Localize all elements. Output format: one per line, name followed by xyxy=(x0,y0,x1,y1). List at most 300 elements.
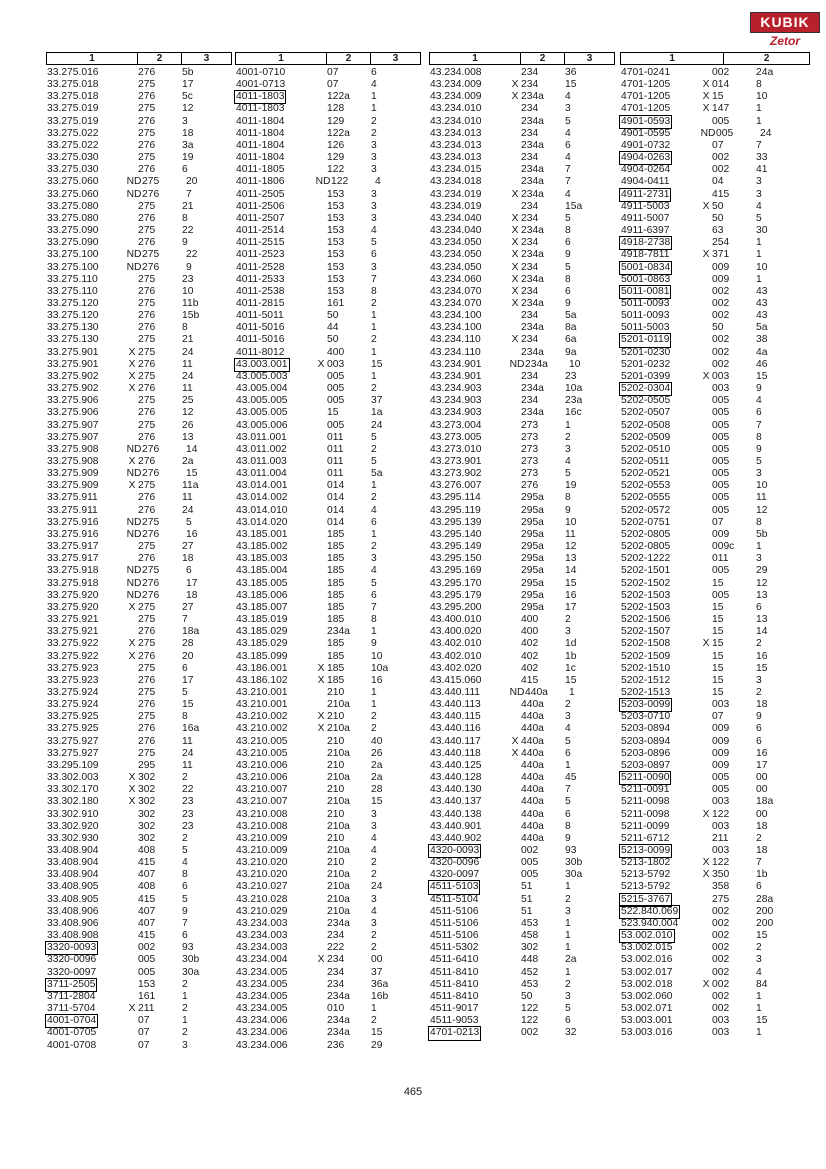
part-number xyxy=(235,651,315,663)
table-ref: 185 xyxy=(327,577,345,589)
flag xyxy=(315,565,327,577)
index-row xyxy=(235,942,421,954)
part-number xyxy=(235,529,315,541)
index-row xyxy=(235,468,421,480)
position: 6 xyxy=(182,662,188,674)
part-number xyxy=(620,796,700,808)
flag xyxy=(509,407,521,419)
table-ref: 04 xyxy=(712,176,724,188)
position: 9 xyxy=(565,249,571,261)
flag xyxy=(700,821,712,833)
index-row xyxy=(235,201,421,213)
part-number xyxy=(46,869,126,881)
part-number-text: 33.275.016 xyxy=(47,67,99,78)
flag xyxy=(315,213,327,225)
index-row xyxy=(235,79,421,91)
flag xyxy=(509,67,521,79)
flag xyxy=(700,906,712,918)
position: 1 xyxy=(371,528,377,540)
part-number xyxy=(429,395,509,407)
table-ref: 07 xyxy=(712,139,724,151)
table-ref: 275 xyxy=(138,273,156,285)
part-number xyxy=(46,310,126,322)
part-number-text: 33.408.905 xyxy=(47,893,99,905)
part-number-text: 43.003.001 xyxy=(236,358,288,370)
index-row xyxy=(620,626,810,638)
part-number-text: 3320-0093 xyxy=(47,942,97,954)
position: 1 xyxy=(756,990,762,1002)
part-number xyxy=(620,687,700,699)
flag xyxy=(315,942,327,954)
index-row xyxy=(620,286,810,298)
table-ref: 153 xyxy=(138,978,156,990)
flag xyxy=(509,979,521,991)
part-number xyxy=(235,383,315,395)
part-number xyxy=(620,249,700,261)
part-number xyxy=(429,772,509,784)
position: 24 xyxy=(182,747,194,759)
table-ref: 440a xyxy=(521,832,544,844)
index-row xyxy=(235,638,421,650)
part-number-text: 33.275.920 xyxy=(47,589,99,601)
flag: X xyxy=(511,297,519,309)
index-row xyxy=(46,456,232,468)
table-ref: 275 xyxy=(138,747,156,759)
part-number-text: 53.002.071 xyxy=(621,1003,673,1015)
position: 7 xyxy=(756,139,762,151)
flag: X xyxy=(511,285,519,297)
flag xyxy=(700,590,712,602)
part-number xyxy=(429,176,509,188)
flag xyxy=(509,651,521,663)
logo-brand: KUBIK xyxy=(750,12,820,33)
index-column xyxy=(620,52,810,1040)
flag xyxy=(509,578,521,590)
index-row xyxy=(235,334,421,346)
part-number-text: 43.273.902 xyxy=(430,468,482,480)
part-number xyxy=(46,140,126,152)
part-number-text: 5001-0863 xyxy=(621,273,671,285)
part-number-text: 33.275.908 xyxy=(47,443,99,455)
part-number-text: 43.295.139 xyxy=(430,516,482,528)
flag: X xyxy=(511,79,519,91)
part-number-text: 43.415.060 xyxy=(430,674,482,686)
index-row xyxy=(429,517,615,529)
index-row xyxy=(235,189,421,201)
index-row xyxy=(235,371,421,383)
table-ref: 448 xyxy=(521,954,539,966)
position: 7 xyxy=(371,601,377,613)
part-number xyxy=(46,383,126,395)
table-ref: 234a xyxy=(525,358,548,370)
position: 1c xyxy=(565,662,576,674)
part-number xyxy=(620,432,700,444)
table-ref: 234a xyxy=(521,225,544,237)
table-ref: 005 xyxy=(327,370,345,382)
index-row xyxy=(235,1003,421,1015)
flag xyxy=(700,845,712,857)
flag: X xyxy=(317,674,325,686)
position: 24 xyxy=(182,504,194,516)
position: 8 xyxy=(182,322,188,334)
position: 5 xyxy=(371,577,377,589)
position: 30 xyxy=(756,225,768,237)
part-number xyxy=(429,906,509,918)
part-number xyxy=(620,152,700,164)
index-row xyxy=(46,711,232,723)
part-number-text: 5202-0555 xyxy=(621,492,671,504)
flag xyxy=(700,432,712,444)
table-ref: 014 xyxy=(327,480,345,492)
part-number xyxy=(235,152,315,164)
part-number-text: 4701-1205 xyxy=(621,103,671,115)
flag xyxy=(700,334,712,346)
flag xyxy=(315,164,327,176)
part-number-text: 43.185.005 xyxy=(236,577,288,589)
index-row xyxy=(429,772,615,784)
part-number-text: 43.440.113 xyxy=(430,699,481,711)
table-ref: 122 xyxy=(327,164,345,176)
part-number xyxy=(46,845,126,857)
part-number xyxy=(235,942,315,954)
table-ref: 147 xyxy=(712,103,730,115)
table-ref: 440a xyxy=(521,711,544,723)
part-number xyxy=(46,906,126,918)
index-column xyxy=(429,52,615,1040)
part-number xyxy=(235,991,315,1003)
flag: X xyxy=(511,91,519,103)
table-ref: 15 xyxy=(712,91,724,103)
table-ref: 295a xyxy=(521,528,544,540)
part-number-text: 43.295.169 xyxy=(430,565,482,577)
table-ref: 415 xyxy=(138,857,156,869)
flag: X xyxy=(511,747,519,759)
position: 1 xyxy=(565,942,571,954)
part-number-text: 43.210.009 xyxy=(236,832,288,844)
position: 30a xyxy=(182,966,200,978)
flag xyxy=(509,468,521,480)
part-number-text: 5202-1222 xyxy=(621,553,671,565)
index-row xyxy=(429,857,615,869)
index-row xyxy=(235,881,421,893)
index-row xyxy=(429,833,615,845)
position: 4 xyxy=(565,91,571,103)
part-number-text: 53.002.015 xyxy=(621,942,673,954)
table-ref: 002 xyxy=(712,954,730,966)
position: 46 xyxy=(756,358,768,370)
position: 6 xyxy=(371,67,377,78)
part-number-text: 43.295.200 xyxy=(430,601,482,613)
index-row xyxy=(235,225,421,237)
index-row xyxy=(46,675,232,687)
table-ref: 014 xyxy=(327,504,345,516)
table-ref: 122a xyxy=(327,91,350,103)
table-ref: 440a xyxy=(521,735,544,747)
position: 3 xyxy=(565,905,571,917)
flag xyxy=(700,310,712,322)
position: 11 xyxy=(565,528,576,540)
part-number-text: 33.408.904 xyxy=(47,869,99,881)
flag xyxy=(509,553,521,565)
flag: ND xyxy=(126,443,142,455)
index-row xyxy=(620,565,810,577)
flag xyxy=(509,602,521,614)
index-row xyxy=(429,468,615,480)
table-ref: 234 xyxy=(521,310,539,322)
position: 9 xyxy=(182,237,188,249)
index-row xyxy=(620,809,810,821)
position: 3 xyxy=(371,152,377,164)
table-ref: 07 xyxy=(327,79,339,91)
position: 3 xyxy=(756,176,762,188)
index-row xyxy=(235,578,421,590)
part-number xyxy=(429,492,509,504)
index-row xyxy=(46,492,232,504)
index-row xyxy=(46,468,232,480)
part-number-text: 43.234.006 xyxy=(236,1027,288,1039)
part-number xyxy=(620,164,700,176)
part-number xyxy=(620,845,700,857)
position: 17 xyxy=(186,577,198,589)
index-row xyxy=(46,201,232,213)
part-number-text: 43.210.020 xyxy=(236,869,288,881)
flag xyxy=(700,1015,712,1027)
part-number-text: 43.234.070 xyxy=(430,285,482,297)
position: 2 xyxy=(371,869,377,881)
position: 22 xyxy=(182,225,194,237)
index-row xyxy=(429,784,615,796)
index-row xyxy=(46,578,232,590)
flag xyxy=(315,894,327,906)
table-ref: 011 xyxy=(712,553,729,565)
flag xyxy=(509,590,521,602)
index-row xyxy=(620,310,810,322)
position: 1 xyxy=(182,1015,188,1027)
index-row xyxy=(620,140,810,152)
table-ref: 210a xyxy=(327,820,350,832)
table-ref: 458 xyxy=(521,930,539,942)
part-number xyxy=(46,456,126,468)
index-row xyxy=(235,140,421,152)
index-row xyxy=(429,395,615,407)
part-number-text: 43.210.002 xyxy=(236,723,288,735)
index-row xyxy=(620,675,810,687)
part-number xyxy=(46,529,126,541)
part-number-text: 43.210.002 xyxy=(236,711,288,723)
flag xyxy=(700,395,712,407)
flag xyxy=(126,857,138,869)
part-number-text: 33.275.922 xyxy=(47,638,99,650)
position: 11 xyxy=(182,358,193,370)
column-header xyxy=(429,52,615,65)
table-ref: 234a xyxy=(521,383,544,395)
table-ref: 234 xyxy=(327,930,345,942)
part-number xyxy=(46,152,126,164)
index-row xyxy=(620,128,810,140)
part-number-text: 33.275.911 xyxy=(47,492,98,504)
flag xyxy=(315,79,327,91)
flag xyxy=(126,906,138,918)
table-ref: 185 xyxy=(327,650,345,662)
flag xyxy=(509,152,521,164)
part-number-text: 33.275.917 xyxy=(47,553,99,565)
position: 10a xyxy=(565,383,583,395)
part-number xyxy=(46,274,126,286)
part-number-text: 4511-5103 xyxy=(430,881,479,893)
index-row xyxy=(620,723,810,735)
flag: X xyxy=(128,346,136,358)
position: 3 xyxy=(756,674,762,686)
flag xyxy=(126,553,138,565)
position: 16 xyxy=(756,747,768,759)
position: 6 xyxy=(756,881,762,893)
part-number-text: 43.014.001 xyxy=(236,480,288,492)
part-number xyxy=(235,687,315,699)
position: 8 xyxy=(565,273,571,285)
table-ref: 275 xyxy=(138,200,156,212)
flag xyxy=(700,517,712,529)
index-row xyxy=(429,614,615,626)
part-number-text: 53.003.016 xyxy=(621,1027,673,1039)
position: 3 xyxy=(371,139,377,151)
position: 1 xyxy=(756,237,762,249)
part-number-text: 33.275.060 xyxy=(47,188,99,200)
part-number xyxy=(46,748,126,760)
part-number-text: 43.234.019 xyxy=(430,188,482,200)
position: 16a xyxy=(182,723,200,735)
part-number-text: 33.275.927 xyxy=(47,735,99,747)
part-number xyxy=(46,176,126,188)
part-number xyxy=(235,1015,315,1027)
part-number xyxy=(46,322,126,334)
part-number xyxy=(429,796,509,808)
table-ref: 128 xyxy=(327,103,345,115)
index-row xyxy=(46,821,232,833)
flag xyxy=(315,1027,327,1039)
part-number xyxy=(429,237,509,249)
part-number-text: 43.210.005 xyxy=(236,735,288,747)
flag xyxy=(126,1027,138,1039)
index-row xyxy=(429,565,615,577)
position: 6 xyxy=(565,808,571,820)
flag: X xyxy=(317,711,325,723)
position: 5 xyxy=(565,1003,571,1015)
table-ref: 275 xyxy=(138,662,156,674)
part-number-text: 3711-5704 xyxy=(47,1003,96,1015)
index-row xyxy=(235,602,421,614)
flag xyxy=(126,103,138,115)
part-number-text: 33.275.090 xyxy=(47,237,99,249)
part-number-text: 4511-5106 xyxy=(430,905,479,917)
index-row xyxy=(235,298,421,310)
part-number-text: 33.275.100 xyxy=(47,261,99,273)
table-ref: 002 xyxy=(712,917,730,929)
index-row xyxy=(429,359,615,371)
position: 2 xyxy=(371,541,377,553)
part-number xyxy=(235,638,315,650)
position: 3 xyxy=(371,553,377,565)
position: 3 xyxy=(565,990,571,1002)
position: 36 xyxy=(565,67,577,78)
part-number xyxy=(429,201,509,213)
flag: X xyxy=(511,237,519,249)
position: 9 xyxy=(565,297,571,309)
flag xyxy=(315,249,327,261)
index-row xyxy=(620,395,810,407)
table-ref: 402 xyxy=(521,662,539,674)
table-ref: 276 xyxy=(138,492,156,504)
flag: X xyxy=(128,358,136,370)
index-row xyxy=(46,614,232,626)
position: 6 xyxy=(371,516,377,528)
table-ref: 276 xyxy=(138,285,156,297)
index-row xyxy=(620,274,810,286)
part-number-text: 4904-0264 xyxy=(621,164,671,176)
table-ref: 210 xyxy=(327,735,345,747)
flag xyxy=(315,979,327,991)
table-ref: 009 xyxy=(712,528,730,540)
table-ref: 003 xyxy=(327,358,345,370)
part-number xyxy=(429,687,509,699)
table-ref: 15 xyxy=(712,686,724,698)
part-number xyxy=(620,468,700,480)
position: 37 xyxy=(371,966,383,978)
table-ref: 003 xyxy=(712,1027,730,1039)
flag xyxy=(700,699,712,711)
index-row xyxy=(620,1027,810,1039)
position: 3a xyxy=(182,139,194,151)
flag xyxy=(315,103,327,115)
part-number xyxy=(620,420,700,432)
flag: X xyxy=(511,212,519,224)
index-row xyxy=(235,894,421,906)
index-row xyxy=(235,614,421,626)
table-ref: 440a xyxy=(521,723,544,735)
table-ref: 275 xyxy=(138,711,156,723)
flag xyxy=(509,322,521,334)
part-number-text: 5203-0099 xyxy=(621,699,671,711)
position: 13 xyxy=(182,431,194,443)
flag xyxy=(700,1027,712,1039)
position: 1 xyxy=(371,322,377,334)
index-row xyxy=(235,128,421,140)
index-row xyxy=(46,894,232,906)
index-row xyxy=(429,979,615,991)
table-ref: 234a xyxy=(521,297,544,309)
flag xyxy=(315,492,327,504)
part-number xyxy=(429,359,509,371)
index-row xyxy=(429,420,615,432)
position: 24 xyxy=(182,370,194,382)
table-ref: 005 xyxy=(712,492,730,504)
index-row xyxy=(46,1027,232,1039)
part-number-text: 4001-0704 xyxy=(47,1015,97,1027)
table-ref: 002 xyxy=(138,942,156,954)
part-number xyxy=(235,918,315,930)
part-number-text: 43.185.019 xyxy=(236,614,288,626)
table-ref: 415 xyxy=(138,930,156,942)
position: 9 xyxy=(565,832,571,844)
flag xyxy=(315,541,327,553)
flag xyxy=(700,578,712,590)
index-row xyxy=(620,736,810,748)
part-number xyxy=(235,736,315,748)
part-number xyxy=(429,869,509,881)
part-number-text: 43.440.117 xyxy=(430,735,481,747)
flag xyxy=(315,286,327,298)
part-number-text: 43.210.008 xyxy=(236,808,288,820)
position: 12 xyxy=(182,103,194,115)
